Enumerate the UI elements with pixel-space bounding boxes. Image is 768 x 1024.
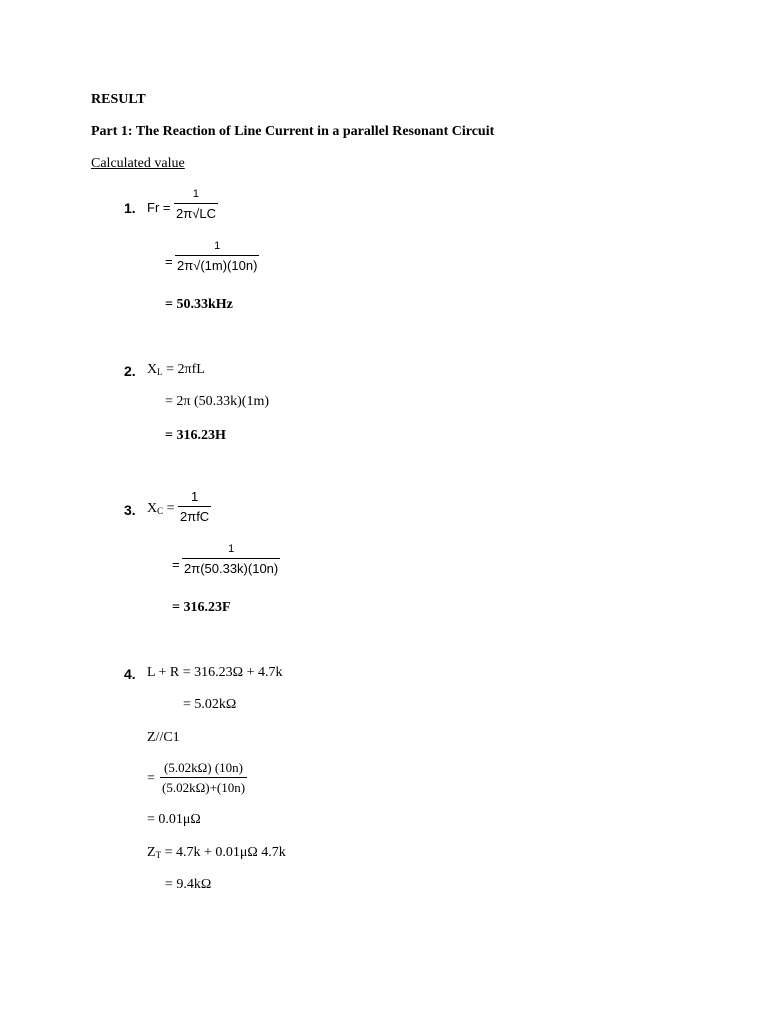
item-1-eq: = bbox=[165, 254, 173, 269]
xl-rhs: = 2πfL bbox=[166, 362, 205, 377]
item-2-result: = 316.23H bbox=[165, 428, 226, 443]
denominator: (5.02kΩ)+(10n) bbox=[162, 780, 246, 795]
denominator: 2π√(1m)(10n) bbox=[177, 258, 258, 273]
item-3-xc-lhs bbox=[147, 502, 175, 516]
xc-subscript: C bbox=[157, 506, 164, 516]
denominator: 2π(50.33k)(10n) bbox=[184, 561, 279, 576]
zt-subscript: T bbox=[155, 850, 162, 860]
item-3-fraction-1 bbox=[178, 490, 211, 523]
item-4-fraction bbox=[160, 761, 247, 794]
numerator: 1 bbox=[190, 489, 199, 504]
item-4-lr-result: = 5.02kΩ bbox=[183, 697, 237, 712]
item-1-fraction-2 bbox=[175, 241, 259, 272]
item-1-fraction-1 bbox=[174, 189, 218, 220]
xl-symbol: X bbox=[147, 362, 158, 377]
numerator: 1 bbox=[228, 543, 235, 555]
item-4-zt-expression bbox=[147, 846, 286, 860]
item-1-number: 1. bbox=[124, 200, 136, 216]
xc-eq: = bbox=[166, 501, 175, 516]
xl-subscript: L bbox=[157, 367, 163, 377]
item-2-number: 2. bbox=[124, 363, 136, 379]
result-heading: RESULT bbox=[91, 92, 146, 107]
item-2-xl-expression bbox=[147, 363, 205, 377]
item-3-eq: = bbox=[172, 557, 180, 572]
item-1-fr-lhs: Fr = bbox=[147, 200, 171, 215]
denominator: 2πfC bbox=[180, 509, 210, 524]
calculated-value-subheading: Calculated value bbox=[91, 156, 185, 171]
part-title: Part 1: The Reaction of Line Current in a parallel Resonant Circuit bbox=[91, 124, 495, 139]
item-4-number: 4. bbox=[124, 666, 136, 682]
numerator: 1 bbox=[214, 240, 221, 252]
xc-symbol: X bbox=[147, 501, 158, 516]
numerator: 1 bbox=[192, 188, 200, 200]
item-1-result: = 50.33kHz bbox=[165, 297, 233, 312]
item-3-number: 3. bbox=[124, 502, 136, 518]
zt-rhs: = 4.7k + 0.01μΩ 4.7k bbox=[164, 845, 286, 860]
zt-symbol: Z bbox=[147, 845, 156, 860]
item-3-result: = 316.23F bbox=[172, 600, 231, 615]
denominator: 2π√LC bbox=[176, 206, 216, 221]
item-4-parallel-result: = 0.01μΩ bbox=[147, 812, 201, 827]
numerator: (5.02kΩ) (10n) bbox=[164, 760, 244, 775]
item-2-substitution: = 2π (50.33k)(1m) bbox=[165, 394, 270, 409]
item-4-eq: = bbox=[147, 771, 155, 786]
item-4-lr-sum: L + R = 316.23Ω + 4.7k bbox=[147, 665, 283, 680]
item-4-z-c1-label: Z//C1 bbox=[147, 730, 180, 745]
item-4-zt-result: = 9.4kΩ bbox=[165, 877, 212, 892]
item-3-fraction-2 bbox=[182, 544, 280, 575]
